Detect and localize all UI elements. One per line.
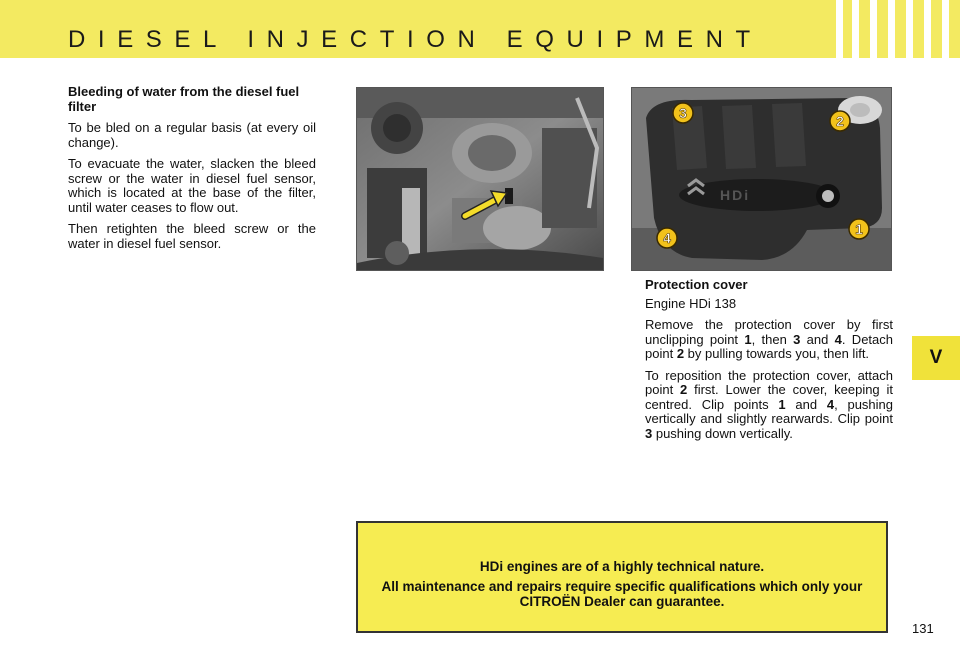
right-column (645, 278, 893, 448)
protection-cover-heading: Protection cover (645, 277, 748, 292)
page-number: 131 (912, 621, 934, 636)
svg-text:3: 3 (679, 105, 687, 121)
callout-3 (673, 103, 693, 123)
bleeding-paragraph-1: To be bled on a regular basis (at every oil change). (68, 120, 316, 150)
bleeding-paragraph-3: Then retighten the bleed screw or the water in diesel fuel sensor. (68, 221, 316, 251)
technical-notice-box (356, 521, 888, 633)
page-header (0, 0, 960, 58)
bleeding-paragraph-2: To evacuate the water, slacken the bleed screw or the water in diesel fuel sensor, which is located at the base of the filter, until water ceases to flow out. (68, 156, 316, 215)
notice-line-2: All maintenance and repairs require specific qualifications which only your CITROËN Dealer can guarantee. (381, 579, 863, 609)
callout-2 (830, 111, 850, 131)
engine-label: Engine HDi 138 (645, 295, 737, 311)
section-tab[interactable]: V (912, 336, 960, 380)
bleeding-heading: Bleeding of water from the diesel fuel filter (68, 84, 300, 114)
svg-text:HDi: HDi (720, 187, 751, 203)
notice-line-1: HDi engines are of a highly technical nature. (479, 559, 765, 574)
remove-instructions: Remove the protection cover by first unclipping point 1, then 3 and 4. Detach point 2 by pulling towards you, then lift. (645, 317, 893, 361)
protection-cover-photo (631, 87, 892, 271)
callout-4 (657, 228, 677, 248)
callout-1 (849, 219, 869, 239)
left-column (68, 85, 316, 258)
page-title: DIESEL INJECTION EQUIPMENT (68, 26, 763, 53)
svg-text:4: 4 (663, 230, 671, 246)
reposition-instructions: To reposition the protection cover, attach point 2 first. Lower the cover, keeping it centred. Clip points 1 and 4, pushing vertically and slightly rearwards. Clip point 3 pushing down vertically. (645, 367, 893, 441)
engine-photo (356, 87, 604, 271)
svg-text:1: 1 (855, 221, 863, 237)
svg-text:2: 2 (836, 113, 844, 129)
